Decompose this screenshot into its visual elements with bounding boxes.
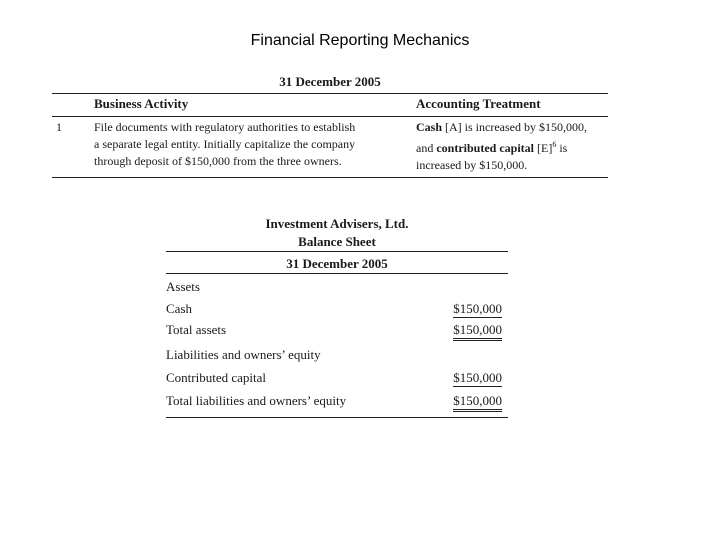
activity-line: through deposit of $150,000 from the three owners. (94, 154, 342, 168)
slide-title: Financial Reporting Mechanics (250, 32, 470, 49)
bs-title-rule (166, 251, 508, 252)
statement-title: Balance Sheet (298, 234, 376, 249)
cash-value (440, 301, 502, 317)
header-business-activity: Business Activity (94, 96, 189, 111)
treatment-text: [E] (534, 141, 553, 155)
contributed-capital-value (440, 370, 502, 386)
transaction-date: 31 December 2005 (279, 74, 381, 89)
assets-heading: Assets (166, 279, 200, 294)
treatment-text: [A] is increased by $150,000, (442, 120, 587, 134)
liabilities-heading: Liabilities and owners’ equity (166, 347, 321, 362)
contributed-capital-amount: $150,000 (453, 370, 502, 385)
cash-label: Cash (166, 301, 192, 316)
total-assets-value (440, 322, 502, 338)
company-name: Investment Advisers, Ltd. (265, 216, 409, 231)
cash-term: Cash (416, 120, 443, 134)
table-top-rule (52, 93, 608, 94)
header-rule (52, 116, 608, 117)
total-assets-label: Total assets (166, 322, 227, 337)
total-liabilities-amount: $150,000 (453, 393, 502, 412)
accounting-treatment-text (416, 119, 616, 174)
contributed-capital-term: contributed capital (436, 141, 534, 155)
footnote-marker: 6 (552, 140, 557, 149)
total-assets-amount: $150,000 (453, 322, 502, 341)
statement-date: 31 December 2005 (286, 256, 388, 271)
treatment-line-3: increased by $150,000. (416, 158, 528, 172)
bs-date-rule (166, 273, 508, 274)
treatment-line-1 (416, 119, 616, 136)
header-accounting-treatment: Accounting Treatment (416, 96, 541, 111)
treatment-text: and (416, 141, 437, 155)
bs-bottom-rule (166, 417, 508, 418)
business-activity-text (94, 119, 404, 170)
cash-amount: $150,000 (453, 301, 502, 316)
contributed-capital-label: Contributed capital (166, 370, 267, 385)
table-bottom-rule (52, 177, 608, 178)
treatment-text: is (556, 141, 568, 155)
total-liabilities-value (440, 393, 502, 409)
activity-line: File documents with regulatory authorities to establish (94, 120, 356, 134)
activity-line: a separate legal entity. Initially capitalize the company (94, 137, 356, 151)
treatment-line-2 (416, 136, 616, 157)
row-number: 1 (56, 120, 62, 134)
total-liabilities-label: Total liabilities and owners’ equity (166, 393, 347, 408)
